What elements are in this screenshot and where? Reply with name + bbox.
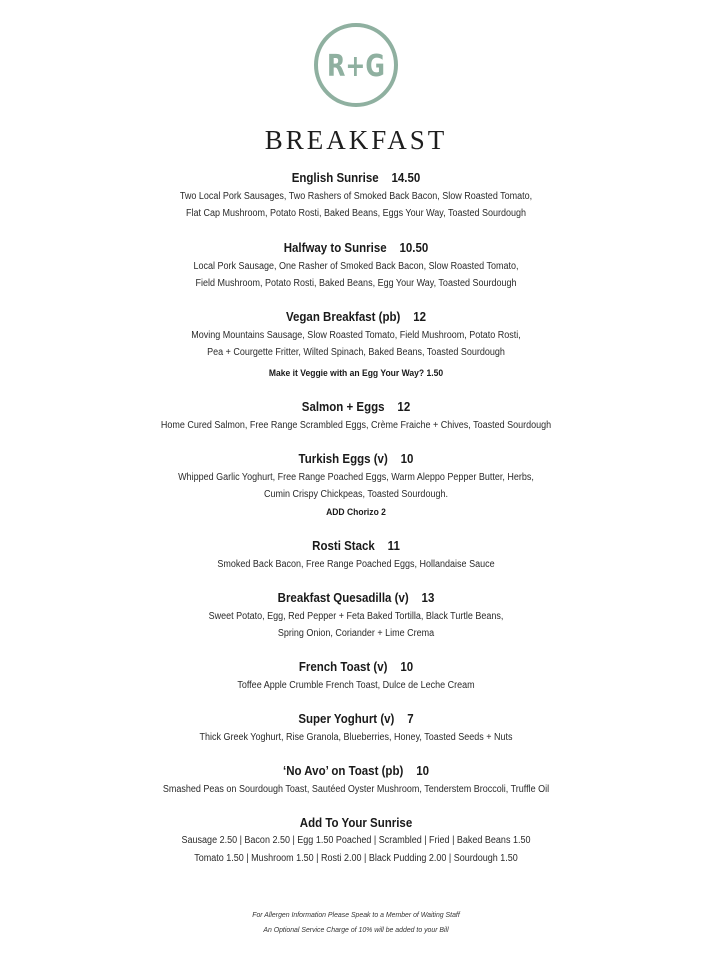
addons-title: Add To Your Sunrise — [299, 816, 413, 830]
item-price: 11 — [387, 539, 400, 553]
item-description: Sweet Potato, Egg, Red Pepper + Feta Baked Tortilla, Black Turtle Beans, — [208, 611, 504, 622]
item-title — [28, 660, 683, 674]
item-description: Flat Cap Mushroom, Potato Rosti, Baked Beans, Eggs Your Way, Toasted Sourdough — [185, 208, 527, 219]
item-note: ADD Chorizo 2 — [326, 507, 386, 518]
item-note: Make it Veggie with an Egg Your Way? 1.50 — [268, 368, 444, 379]
item-description: Local Pork Sausage, One Rasher of Smoked Back Bacon, Slow Roasted Tomato, — [193, 261, 519, 272]
item-description: Moving Mountains Sausage, Slow Roasted Tomato, Field Mushroom, Potato Rosti, — [191, 330, 521, 341]
item-price: 10 — [400, 452, 414, 466]
service-charge-note: An Optional Service Charge of 10% will be added to your Bill — [263, 925, 449, 934]
item-name: Rosti Stack — [312, 539, 375, 553]
item-description: Cumin Crispy Chickpeas, Toasted Sourdough. — [264, 489, 448, 500]
item-price: 7 — [407, 712, 414, 726]
item-description: Spring Onion, Coriander + Lime Crema — [277, 628, 435, 639]
item-name: Super Yoghurt (v) — [298, 712, 395, 726]
item-name: ‘No Avo’ on Toast (pb) — [283, 764, 404, 778]
logo-text: R+G — [327, 49, 385, 84]
menu-title: BREAKFAST — [264, 125, 448, 155]
addons-line: Sausage 2.50 | Bacon 2.50 | Egg 1.50 Poached | Scrambled | Fried | Baked Beans 1.50 — [181, 835, 531, 846]
item-name: Halfway to Sunrise — [283, 241, 387, 255]
item-name: French Toast (v) — [298, 660, 388, 674]
logo — [313, 22, 399, 108]
item-name: Turkish Eggs (v) — [298, 452, 388, 466]
item-title — [28, 171, 683, 185]
allergen-note: For Allergen Information Please Speak to a Member of Waiting Staff — [252, 910, 460, 919]
item-price: 10 — [416, 764, 429, 778]
item-name: Vegan Breakfast (pb) — [285, 310, 401, 324]
item-title — [28, 241, 683, 255]
item-title — [28, 539, 683, 553]
item-price: 13 — [421, 591, 435, 605]
item-name: English Sunrise — [291, 171, 379, 185]
item-name: Salmon + Eggs — [301, 400, 385, 414]
item-price: 10.50 — [399, 241, 429, 255]
item-price: 12 — [397, 400, 411, 414]
item-price: 10 — [400, 660, 414, 674]
item-name: Breakfast Quesadilla (v) — [277, 591, 409, 605]
item-description: Thick Greek Yoghurt, Rise Granola, Blueberries, Honey, Toasted Seeds + Nuts — [199, 732, 513, 743]
item-description: Home Cured Salmon, Free Range Scrambled Eggs, Crème Fraiche + Chives, Toasted Sourdough — [160, 420, 552, 431]
item-title — [28, 764, 683, 778]
item-title — [28, 310, 683, 324]
item-price: 14.50 — [391, 171, 421, 185]
item-description: Smoked Back Bacon, Free Range Poached Eggs, Hollandaise Sauce — [217, 559, 495, 570]
item-title — [28, 591, 683, 605]
item-description: Toffee Apple Crumble French Toast, Dulce de Leche Cream — [237, 680, 475, 691]
item-title — [28, 400, 683, 414]
item-description: Pea + Courgette Fritter, Wilted Spinach, Baked Beans, Toasted Sourdough — [207, 347, 505, 358]
item-description: Field Mushroom, Potato Rosti, Baked Beans, Egg Your Way, Toasted Sourdough — [195, 278, 517, 289]
addons-line: Tomato 1.50 | Mushroom 1.50 | Rosti 2.00 | Black Pudding 2.00 | Sourdough 1.50 — [194, 853, 518, 864]
item-description: Smashed Peas on Sourdough Toast, Sautéed Oyster Mushroom, Tenderstem Broccoli, Truffle Oil — [162, 784, 550, 795]
item-description: Whipped Garlic Yoghurt, Free Range Poached Eggs, Warm Aleppo Pepper Butter, Herbs, — [178, 472, 534, 483]
item-description: Two Local Pork Sausages, Two Rashers of Smoked Back Bacon, Slow Roasted Tomato, — [179, 191, 533, 202]
item-title — [28, 452, 683, 466]
item-price: 12 — [413, 310, 427, 324]
item-title — [28, 712, 683, 726]
